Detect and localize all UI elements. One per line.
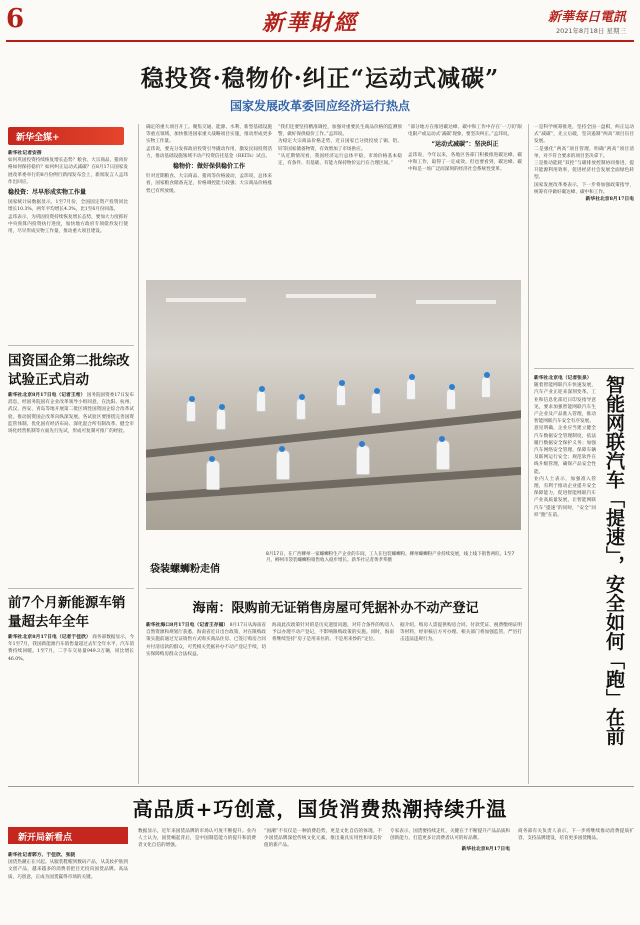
dateline: 新华社北京8月17日电	[461, 846, 510, 853]
paragraph: 国家发展改革委表示，下一步将加强政策指导，统筹有序做好碳达峰、碳中和工作。	[534, 182, 634, 195]
worker-figure	[216, 408, 226, 430]
worker-figure	[406, 378, 416, 400]
paragraph: 三是推动能耗“双控”与碳排放控制协同推进，提升能源利用效率，促进经济社会发展全面绿色转型。	[534, 161, 634, 181]
paragraph: “国潮”不仅仅是一种消费趋势，更是文化自信的体现。不少国货品牌深挖传统文化元素，推出兼具实用性和审美价值的新产品。	[264, 829, 382, 849]
lead-col-5	[534, 124, 634, 364]
paragraph: 孟玮说，要充分发挥政府投资引导撬动作用，激发民间投资活力，推动基础设施领域不动产投资信托基金（REITs）试点。	[146, 146, 272, 159]
xinhua-media-badge: 新华全媒+	[8, 127, 124, 145]
worker-figure	[296, 398, 306, 420]
worker-figure	[371, 392, 381, 414]
issue-date: 2021年8月18日 星期三	[555, 27, 626, 35]
worker-figure	[336, 384, 346, 406]
paragraph: 商务部有关负责人表示，下一步将继续推动消费提质扩容，支持品牌建设，培育更多国货精品。	[518, 829, 634, 842]
paragraph: 据介绍，购房人需提供购房合同、付款凭证、税费缴纳证明等材料，经审核后方可办理。相关部门将加强监管，严厉打击违法违规行为。	[400, 623, 522, 643]
paragraph: 商务部数据显示，今年1至7月，我国新能源汽车销售量超过去年全年水平，汽车消费持续回暖。1至7月，二手车交易量949.3万辆，同比增长46.0%。	[8, 635, 134, 662]
lead-col-2	[146, 124, 272, 274]
divider	[8, 588, 134, 589]
paragraph: 业内人士表示，加强准入管理，有利于推动企业提升安全保障能力，促进智能网联汽车产业高质量发展，让智能网联汽车“提速”的同时，“安全”同样“跑”在前。	[534, 476, 596, 518]
paragraph: 国货热潮正在兴起。从服装鞋帽到数码产品，从美妆护肤到文创产品，越来越多的消费者把目光投向国货品牌。高品质、巧创意，正成为国货赢得市场的关键。	[8, 860, 128, 880]
byline: 新华社北京电（记者张泉）	[534, 375, 592, 381]
paragraph: 数据显示，近年来国货品牌的市场认可度不断提升。业内人士认为，国货崛起背后，是中国制造能力的提升和消费者文化自信的增强。	[138, 829, 256, 849]
haikou-col-2	[272, 622, 394, 782]
bottom-col-4	[390, 828, 510, 920]
lead-col-1	[8, 150, 128, 345]
worker-figure	[436, 440, 450, 470]
article-nev-sales	[8, 592, 134, 784]
paragraph: “部分地方在推进碳达峰、碳中和工作中存在‘一刀切’限电限产或运动式‘减碳’现象，要坚决纠正。”孟玮说。	[408, 125, 522, 138]
divider	[8, 786, 634, 787]
byline: 新华社记者安蓓	[8, 150, 42, 156]
worker-figure	[481, 376, 491, 398]
paragraph: 针对近期粮食、大宗商品、猪肉等价格波动，孟玮说，总体来看，国家粮食储备充足，价格调控能力较强；大宗商品价格涨势已有所放缓。	[146, 174, 272, 194]
byline: 新华社海口8月17日电（记者王存福）	[146, 622, 229, 628]
section-subhead: 稳投资：尽早形成实物工作量	[8, 189, 87, 197]
paragraph: 一是科学统筹推进，坚持全国一盘棋，纠正运动式“减碳”，先立后破，坚决遏制“两高”项目盲目发展。	[534, 125, 634, 145]
byline: 新华社北京8月17日电（记者于佳欣）	[8, 634, 91, 640]
haikou-col-1	[146, 622, 266, 782]
paragraph: 孟玮说，今年以来，各地区各部门积极推进碳达峰、碳中和工作，取得了一定成效。但也要看到，碳达峰、碳中和是一场广泛而深刻的经济社会系统性变革。	[408, 152, 522, 173]
article-headline: 前7个月新能源车销量超去年全年	[8, 595, 126, 630]
section-subhead: 稳物价：做好保供稳价工作	[172, 163, 245, 171]
divider	[8, 345, 134, 346]
paragraph: 随着智能网联汽车快速发展，汽车产业正迎来深刻变革。工业和信息化部近日印发指导意见，要求加强智能网联汽车生产企业及产品准入管理，推动智能网联汽车安全有序发展。	[534, 383, 596, 425]
worker-figure	[356, 445, 370, 475]
right-vertical-headline: 智能网联汽车「提速」，安全如何「跑」在前	[603, 375, 625, 746]
bottom-col-3	[264, 828, 382, 920]
bottom-col-5	[518, 828, 634, 920]
paragraph: “我们还要坚持精准调控，加强对重要民生商品价格的监测预警，做好保供稳价工作。”孟玮说。	[278, 125, 402, 138]
paragraph: 二是强化“两高”项目管理，明确“两高”项目清单，对不符合要求的项目坚决拿下。	[534, 146, 634, 159]
bottom-col-1	[8, 852, 128, 920]
lead-col-3	[278, 124, 402, 274]
page-number: 6	[6, 4, 25, 34]
lead-col-4	[408, 124, 522, 274]
ceiling-light	[286, 294, 376, 298]
article-headline: 国资国企第二批综改试验正式启动	[8, 353, 130, 388]
header-rule	[6, 40, 634, 42]
photo-title: 袋装螺蛳粉走俏	[150, 564, 220, 575]
divider	[146, 588, 522, 589]
dateline: 新华社北京8月17日电	[585, 196, 634, 203]
column-divider	[138, 124, 139, 784]
paragraph: 海南此次政策针对的是历史遗留问题，对符合条件的购房人予以办理不动产登记，不影响限购政策的实施。同时，海南将继续坚持“房子是用来住的、不是用来炒的”定位。	[272, 623, 394, 643]
ceiling-light	[166, 298, 246, 302]
masthead	[0, 0, 640, 40]
worker-figure	[446, 388, 456, 410]
article-soe-reform	[8, 350, 134, 565]
bottom-col-2	[138, 828, 256, 920]
conveyor-belt	[146, 410, 521, 457]
paragraph: 如何巩固投资持续恢复增长态势？粮食、大宗商品、猪肉价格如何保持稳价？如何纠正运动式减碳？在8月17日国家发展改革委举行的8月份例行新闻发布会上，新闻发言人孟玮作出回应。	[8, 158, 128, 185]
article-headline: 海南：限购前无证销售房屋可凭据补办不动产登记	[192, 601, 479, 616]
worker-figure	[206, 460, 220, 490]
photo-caption: 8月17日，在广西柳州一家螺蛳粉生产企业的车间，工人在包装螺蛳粉。柳州螺蛳粉产业持续发展，线上线下销售两旺。1至7月，柳州市袋装螺蛳粉销售收入稳步增长。新华社记者黄孝邦摄	[266, 552, 515, 564]
lead-subheadline: 国家发展改革委回应经济运行热点	[229, 99, 410, 113]
paragraph: 国家统计局数据显示，1至7月份，全国固定资产投资同比增长10.3%，两年平均增长4.3%，比1至6月份回落。	[8, 200, 128, 213]
byline: 新华社记者郭方、于佳欣、张骁	[8, 852, 76, 858]
bottom-headline: 高品质+巧创意，国货消费热潮持续升温	[132, 797, 508, 821]
ceiling-light	[416, 300, 496, 304]
factory-photo	[146, 280, 521, 530]
paragraph: 8月17日从海南省自然资源和规划厅获悉，海南省近日出台政策，对在限购政策实施前通过无证销售方式购买商品住房、已签订购房合同并付清房款的群众，可凭相关凭据补办不动产登记手续，切实保障购房群众合法权益。	[146, 623, 266, 657]
byline: 新华社北京8月17日电（记者王希）	[8, 392, 86, 398]
section-title: 新華財經	[262, 10, 359, 36]
lead-headline: 稳投资·稳物价·纠正“运动式减碳”	[140, 65, 500, 92]
paper-name: 新華每日電訊	[547, 10, 626, 25]
paragraph: 确定的重大项目开工。聚焦交通、能源、水利、新型基础设施等重点领域，加快推进国家重大战略项目实施，推动形成更多实物工作量。	[146, 125, 272, 145]
paragraph: 为稳定大宗商品价格走势，近日国家已分批投放了铜、铝、锌等国家储备物资，有效增加了市场供应。	[278, 139, 402, 152]
paragraph: 国务院国资委17日发布消息，经国务院国有企业改革领导小组同意，在沈阳、杭州、武汉、西安、青岛等地开展第二批区域性国资国企综合改革试验，推动国资国企改革向纵深发展。各试验区要围绕完善国资监管体制、优化国有经济布局、深化混合所有制改革、健全市场化经营机制等方面先行先试，形成可复制可推广的经验。	[8, 393, 134, 435]
divider	[534, 368, 634, 369]
haikou-col-3	[400, 622, 522, 782]
worker-figure	[256, 390, 266, 412]
right-article-body	[534, 375, 596, 785]
paragraph: 孟玮表示，为巩固投资持续恢复增长态势，要加大力度抓好中央预算内投资执行进度，加快地方政府专项债券发行使用，尽早形成实物工作量，推动重大项目建设。	[8, 214, 128, 235]
column-divider	[528, 124, 529, 784]
new-start-badge: 新开局新看点	[8, 827, 128, 844]
section-subhead: “运动式减碳”：坚决纠正	[431, 141, 499, 149]
paragraph: “从近期情况看，我国经济运行总体平稳，市场价格基本稳定，有条件、有基础、有能力保持物价运行在合理区间。”	[278, 153, 402, 167]
paragraph: 专家表示，国货要持续走红，关键在于不断提升产品品质和创新能力，打造更多让消费者认可的好品牌。	[390, 829, 510, 842]
paragraph: 意见明确，企业应当建立健全汽车数据安全管理制度，依法履行数据安全保护义务；加强汽车网络安全管理，保障车辆及联网运行安全；规范软件在线升级管理，确保产品安全性能。	[534, 426, 596, 475]
worker-figure	[276, 450, 290, 480]
conveyor-belt	[146, 467, 521, 501]
worker-figure	[186, 400, 196, 422]
